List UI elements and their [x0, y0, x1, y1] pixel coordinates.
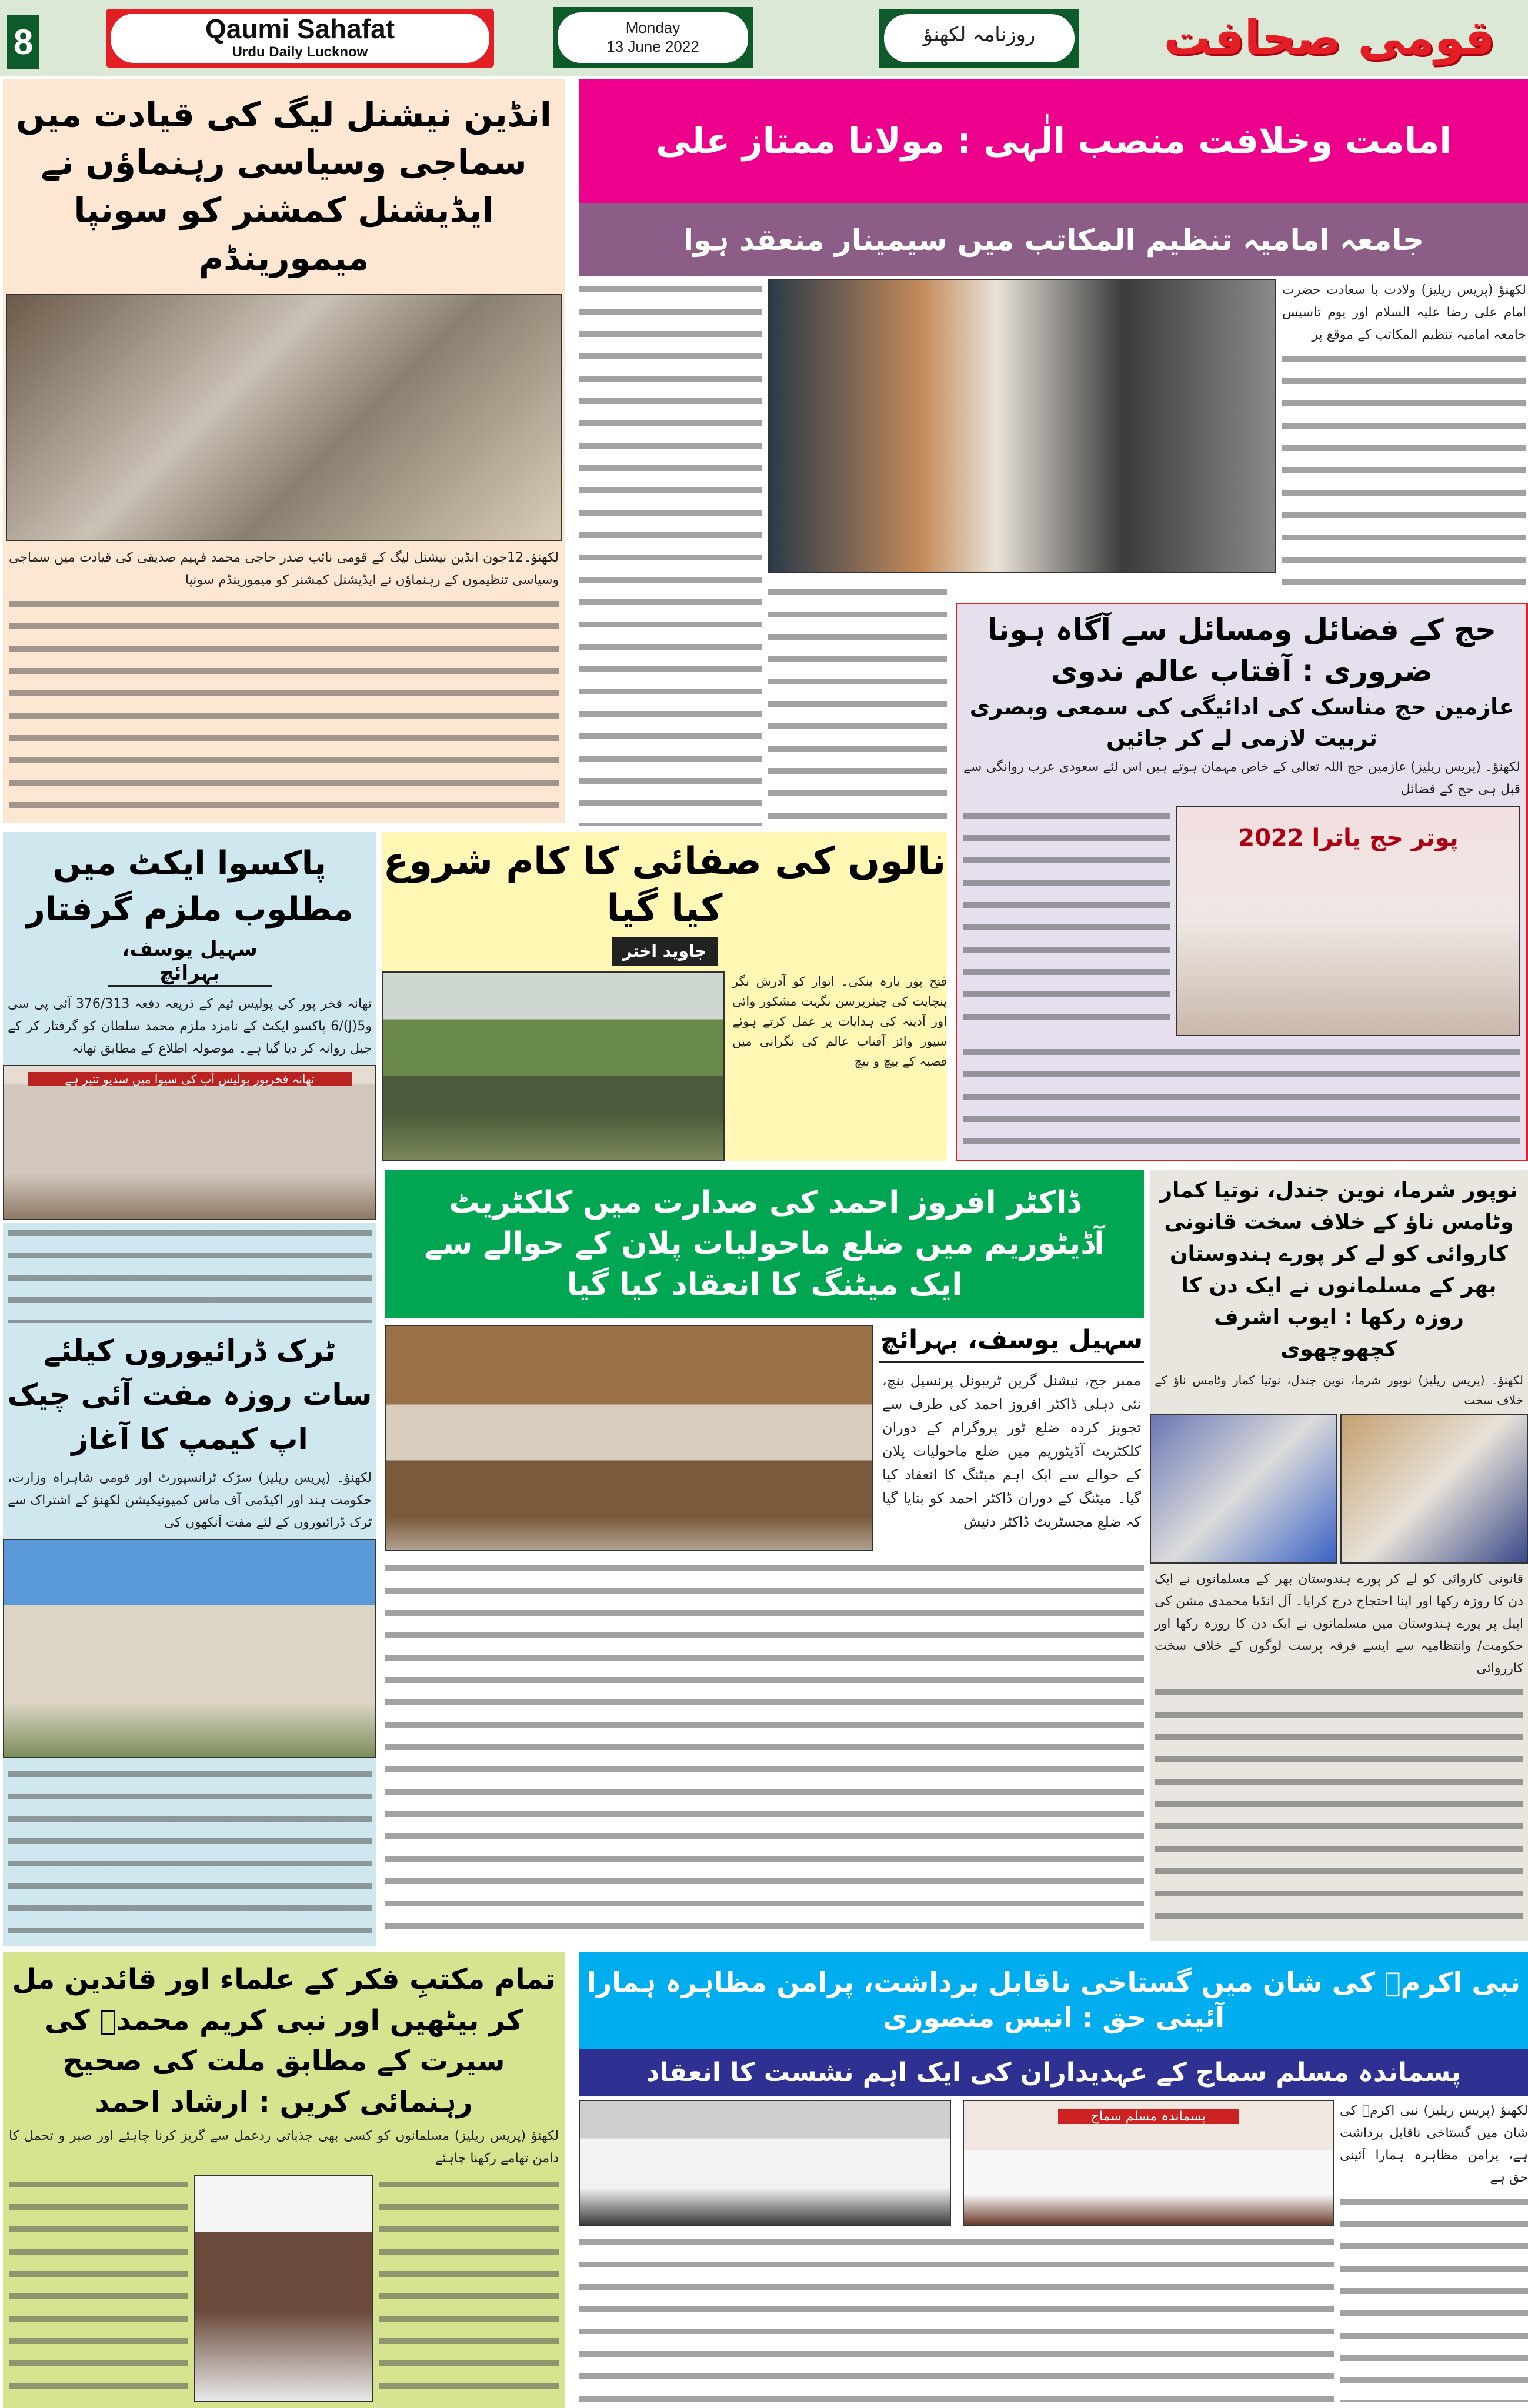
- logo-subtitle: Urdu Daily Lucknow: [232, 44, 368, 60]
- eye-camp-photo: [3, 1539, 376, 1758]
- article-pocso: [3, 832, 376, 1220]
- environment-text-column: [879, 1325, 1144, 1551]
- body-text: [963, 1042, 1520, 1154]
- body-text: [768, 582, 947, 823]
- lead-text: تھانہ فخر پور کی پولیس ٹیم کے ذریعہ دفعہ 376/313 آئی پی سی و5(J)/6 پاکسو ایکٹ کے نامزد ملزم محمد سلطان کو گرفتار کر کے جیل روانہ کر دیا گیا ہے۔ موصولہ اطلاع کے مطابق تھانہ: [8, 996, 372, 1056]
- imamat-subheadline-box: [579, 203, 1528, 276]
- imamat-right-column: [1282, 279, 1526, 594]
- article-memorandum: [3, 79, 565, 823]
- mansoori-subheadline-box: [579, 2049, 1528, 2096]
- day: Monday: [625, 19, 680, 36]
- mansoori-photos-column: [579, 2100, 1334, 2402]
- body-text: [379, 2175, 559, 2402]
- seminar-photo: [768, 279, 1276, 573]
- lead-text: لکھنؤ۔ (پریس ریلیز) سڑک ٹرانسپورٹ اور قومی شاہراہ وزارت، حکومت ہند اور اکیڈمی آف ماس کمیونیکیشن لکھنؤ کے اشتراک سے ٹرک ڈرائیوروں کے لئے مفت آنکھوں کی: [8, 1471, 372, 1530]
- byline-wrap: [382, 932, 947, 971]
- lead-text: لکھنؤ (پریس ریلیز) ولادت با سعادت حضرت امام علی رضا علیہ السلام اور یوم تاسیس جامعہ امامیہ تنظیم المکاتب کے موقع پر: [1282, 283, 1526, 342]
- headline: پاکسوا ایکٹ میں مطلوب ملزم گرفتار: [26, 844, 353, 929]
- headline: ٹرک ڈرائیوروں کیلئے سات روزہ مفت آئی چیک اپ کیمپ کا آغاز: [7, 1334, 372, 1456]
- body-text: [385, 1558, 1144, 1943]
- body-text: [1282, 349, 1526, 594]
- mansoori-photo-row: [579, 2100, 1334, 2226]
- article-ulema: [3, 1952, 565, 2408]
- body-text: [8, 1764, 372, 1941]
- article-environment: [385, 1170, 1144, 1943]
- byline: سہیل یوسف، بہرائچ: [879, 1325, 1144, 1363]
- drains-content-row: [382, 971, 947, 1161]
- article-mansoori: [579, 1952, 1528, 2408]
- headline: نالوں کی صفائی کا کام شروع کیا گیا: [383, 840, 946, 930]
- article-truck: [3, 1223, 376, 1946]
- date-box: [553, 7, 753, 68]
- page-number: 8: [7, 15, 39, 69]
- mansoori-content-row: [579, 2100, 1528, 2402]
- lead-text: ممبر جج، نیشنل گرین ٹریبونل پرنسپل بنچ، نئی دہلی ڈاکٹر افروز احمد کی طرف سے تجویز کردہ ضلع ٹور پروگرام کے دوران کلکٹریٹ آڈیٹوریم میں ضلع ماحولیات پلان کے حوالے سے ایک اہم میٹنگ کا انعقاد کیا گیا۔ میٹنگ کے دوران ڈاکٹر احمد کو بتایا گیا کہ ضلع مجسٹریٹ ڈاکٹر دنیش: [882, 1372, 1141, 1530]
- byline: سہیل یوسف، بہرائچ: [108, 937, 272, 987]
- fast-photo-row: [1150, 1414, 1528, 1564]
- lead-text: لکھنؤ۔ (پریس ریلیز) عازمین حج اللہ تعالی کے خاص مہمان ہوتے ہیں اس لئے سعودی عرب روانگی سے قبل ہی حج کے فضائل: [963, 760, 1520, 797]
- body-text: [9, 594, 559, 817]
- headline: حج کے فضائل ومسائل سے آگاہ ہونا ضروری : آفتاب عالم ندوی: [987, 613, 1497, 688]
- ulema-content-row: [3, 2175, 565, 2402]
- intro-text: لکھنؤ۔ (پریس ریلیز) نوپور شرما، نوین جندل، نوتیا کمار وٹامس ناؤ کے خلاف سخت: [1155, 1373, 1523, 1407]
- headline: تمام مکتبِ فکر کے علماء اور قائدین مل کر بیٹھیں اور نبی کریم محمدؐ کی سیرت کے مطابق ملت کی صحیح رہنمائی کریں : ارشاد احمد: [12, 1963, 556, 2119]
- lead-text: لکھنؤ (پریس ریلیز) مسلمانوں کو کسی بھی جذباتی ردعمل سے گریز کرنا چاہئے اور صبر و تحمل کا دامن تھامے رکھنا چاہئے: [9, 2129, 559, 2166]
- lead-text: قانونی کاروائی کو لے کر پورے ہندوستان بھر کے مسلمانوں نے ایک دن کا روزہ رکھا اور اپنا احتجاج درج کرایا۔ آل انڈیا محمدی مشن کی اپیل پر پورے ہندوستان میں مسلمانوں نے ایک دن کا روزہ رکھا اور حکومت/ وانتظامیہ سے ایسے فرقہ پرست لوگوں کے خلاف سخت کارروائی: [1155, 1572, 1523, 1676]
- subheadline: پسماندہ مسلم سماج کے عہدیداران کی ایک اہم نشست کا انعقاد: [646, 2057, 1462, 2088]
- body-text: [579, 279, 762, 826]
- police-sign: تھانہ فخرپور پولیس آپ کی سیوا میں سدیو تتپر ہے: [28, 1072, 352, 1086]
- headline: نبی اکرمؐ کی شان میں گستاخی ناقابل برداشت، پرامن مظاہرہ ہمارا آئینی حق : انیس منصوری: [586, 1966, 1521, 2033]
- irshad-ahmad-photo: [194, 2175, 373, 2402]
- subheadline: جامعہ امامیہ تنظیم المکاتب میں سیمینار منعقد ہوا: [683, 222, 1424, 257]
- subheadline: عازمین حج مناسک کی ادائیگی کی سمعی وبصری تربیت لازمی لے کر جائیں: [969, 694, 1514, 752]
- body-text: [579, 2232, 1334, 2402]
- lead-text: لکھنؤ (پریس ریلیز) نبی اکرمؐ کی شان میں گستاخی ناقابل برداشت ہے، پرامن مظاہرہ ہمارا آئینی حق ہے: [1340, 2103, 1528, 2185]
- article-hajj: [956, 603, 1528, 1161]
- hajj-photo: [1176, 806, 1520, 1036]
- environment-headline-box: [385, 1170, 1144, 1318]
- logo-title: Qaumi Sahafat: [205, 14, 395, 44]
- leaders-photo: [1340, 1414, 1528, 1564]
- panel-photo: [963, 2100, 1335, 2226]
- banner-text: پوتر حج یاترا 2022: [1238, 824, 1459, 852]
- lead-text: لکھنؤ۔12جون انڈین نیشنل لیگ کے قومی نائب صدر حاجی محمد فہیم صدیقی کی قیادت میں سماجی وسیاسی تنظیموں کے رہنماؤں نے ایڈیشنل کمشنر کو میمورینڈم سونپا: [9, 550, 559, 587]
- drain-cleaning-photo: [382, 971, 725, 1161]
- headline: امامت وخلافت منصب الٰہی : مولانا ممتاز علی: [656, 121, 1452, 162]
- date: 13 June 2022: [606, 38, 699, 55]
- body-text: [1155, 1682, 1523, 1935]
- headline: انڈین نیشنل لیگ کی قیادت میں سماجی وسیاسی رہنماؤں نے ایڈیشنل کمشنر کو سونپا میمورینڈم: [16, 95, 552, 278]
- hajj-photo-row: [957, 806, 1526, 1036]
- environment-content-row: [385, 1325, 1144, 1551]
- body-text: [963, 806, 1170, 1036]
- body-text: [9, 2175, 188, 2402]
- headline: ڈاکٹر افروز احمد کی صدارت میں کلکٹریٹ آڈیٹوریم میں ضلع ماحولیات پلان کے حوالے سے ایک میٹنگ کا انعقاد کیا گیا: [424, 1185, 1105, 1303]
- body-text: [8, 1223, 372, 1323]
- roznama-label: روزنامہ لکھنؤ: [884, 14, 1075, 62]
- body-text: [1340, 2192, 1528, 2402]
- byline: جاوید اختر: [612, 937, 717, 966]
- gathering-photo: [579, 2100, 951, 2226]
- article-fast: [1150, 1170, 1528, 1941]
- pocso-photo: [3, 1065, 376, 1220]
- banner-text: پسماندہ مسلم سماج: [1058, 2109, 1239, 2124]
- meeting-photo: [385, 1325, 873, 1551]
- lead-text: فتح پور بارہ بنکی۔ اتوار کو آدرش نگر پنچایت کی چیئرپرسن نگہت مشکور وائی اور آدیتہ کی ہدایات پر عمل کرتے ہوئے سیور وائز آفتاب عالم کی نگرانی میں قصبہ کے بیچ و بیچ: [732, 974, 947, 1068]
- imamat-header: [579, 79, 1528, 276]
- mansoori-text-column: [1340, 2100, 1528, 2402]
- roznama-box: [879, 9, 1079, 68]
- urdu-masthead: قومی صحافت: [1163, 11, 1495, 65]
- headline: نوپور شرما، نوین جندل، نوتیا کمار وٹامس ناؤ کے خلاف سخت قانونی کاروائی کو لے کر پورے ہندوستان بھر کے مسلمانوں نے ایک دن کا روزہ رکھا : ایوب اشرف کچھوچھوی: [1160, 1178, 1518, 1361]
- memorandum-photo: [6, 294, 562, 541]
- article-drains: [382, 832, 947, 1161]
- english-logo: [106, 9, 494, 68]
- imamat-headline-box: [579, 79, 1528, 203]
- mansoori-headline-box: [579, 1952, 1528, 2049]
- iftar-photo: [1150, 1414, 1337, 1564]
